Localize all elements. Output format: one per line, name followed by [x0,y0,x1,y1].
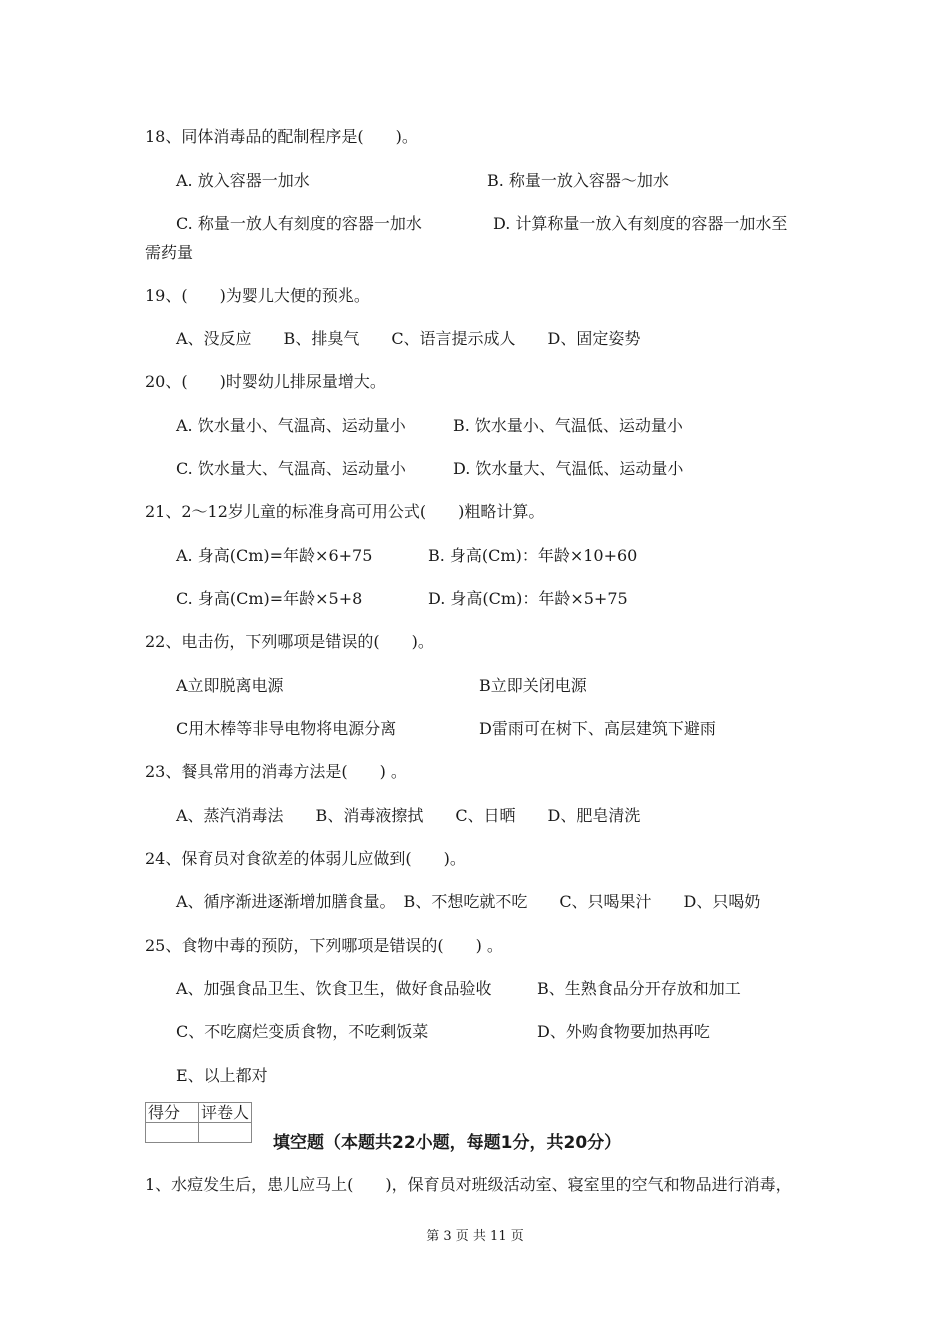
question-18-option-d: D. 计算称量一放入有刻度的容器一加水至 [493,214,788,233]
question-24-options: A、循序渐进逐渐增加膳食量。 B、不想吃就不吃 C、只喝果汁 D、只喝奶 [176,892,761,911]
question-21-stem: 21、2～12岁儿童的标准身高可用公式( )粗略计算。 [145,502,545,521]
question-25-option-c: C、不吃腐烂变质食物，不吃剩饭菜 [176,1022,429,1041]
question-22-option-d: D雷雨可在树下、高层建筑下避雨 [479,719,716,738]
question-19-options: A、没反应 B、排臭气 C、语言提示成人 D、固定姿势 [176,329,641,348]
question-20-stem: 20、( )时婴幼儿排尿量增大。 [145,372,386,391]
question-20-option-d: D. 饮水量大、气温低、运动量小 [453,459,684,478]
question-25-option-a: A、加强食品卫生、饮食卫生，做好食品验收 [176,979,492,998]
score-cell [146,1123,199,1143]
question-19-stem: 19、( )为婴儿大便的预兆。 [145,286,370,305]
question-18-continuation: 需药量 [145,243,194,262]
question-18-stem: 18、同体消毒品的配制程序是( )。 [145,127,418,146]
section-title: 填空题（本题共22小题，每题1分，共20分） [273,1133,622,1153]
question-18-option-a: A. 放入容器一加水 [176,171,310,190]
question-21-option-a: A. 身高(Cm)=年龄×6+75 [176,546,373,565]
grader-cell [199,1123,252,1143]
question-25-option-d: D、外购食物要加热再吃 [537,1022,710,1041]
question-25-stem: 25、食物中毒的预防，下列哪项是错误的( ) 。 [145,936,503,955]
page-footer: 第 3 页 共 11 页 [426,1229,524,1244]
question-22-option-c: C用木棒等非导电物将电源分离 [176,719,397,738]
question-21-option-b: B. 身高(Cm)：年龄×10+60 [428,546,638,565]
question-20-option-a: A. 饮水量小、气温高、运动量小 [176,416,406,435]
grader-label: 评卷人 [199,1103,252,1123]
question-18-option-b: B. 称量一放入容器～加水 [487,171,669,190]
question-22-option-b: B立即关闭电源 [479,676,587,695]
score-label: 得分 [146,1103,199,1123]
question-20-option-b: B. 饮水量小、气温低、运动量小 [453,416,683,435]
question-24-stem: 24、保育员对食欲差的体弱儿应做到( )。 [145,849,466,868]
question-21-option-d: D. 身高(Cm)：年龄×5+75 [428,589,628,608]
fill-question-1: 1、水痘发生后，患儿应马上( )，保育员对班级活动室、寝室里的空气和物品进行消毒， [145,1175,792,1194]
question-20-option-c: C. 饮水量大、气温高、运动量小 [176,459,406,478]
question-23-options: A、蒸汽消毒法 B、消毒液擦拭 C、日晒 D、肥皂清洗 [176,806,641,825]
question-25-option-b: B、生熟食品分开存放和加工 [537,979,741,998]
question-23-stem: 23、餐具常用的消毒方法是( ) 。 [145,762,407,781]
question-25-option-e: E、以上都对 [176,1066,268,1085]
question-21-option-c: C. 身高(Cm)=年龄×5+8 [176,589,363,608]
score-box [145,1102,252,1143]
question-22-stem: 22、电击伤，下列哪项是错误的( )。 [145,632,434,651]
question-22-option-a: A立即脱离电源 [176,676,284,695]
question-18-option-c: C. 称量一放人有刻度的容器一加水 [176,214,422,233]
